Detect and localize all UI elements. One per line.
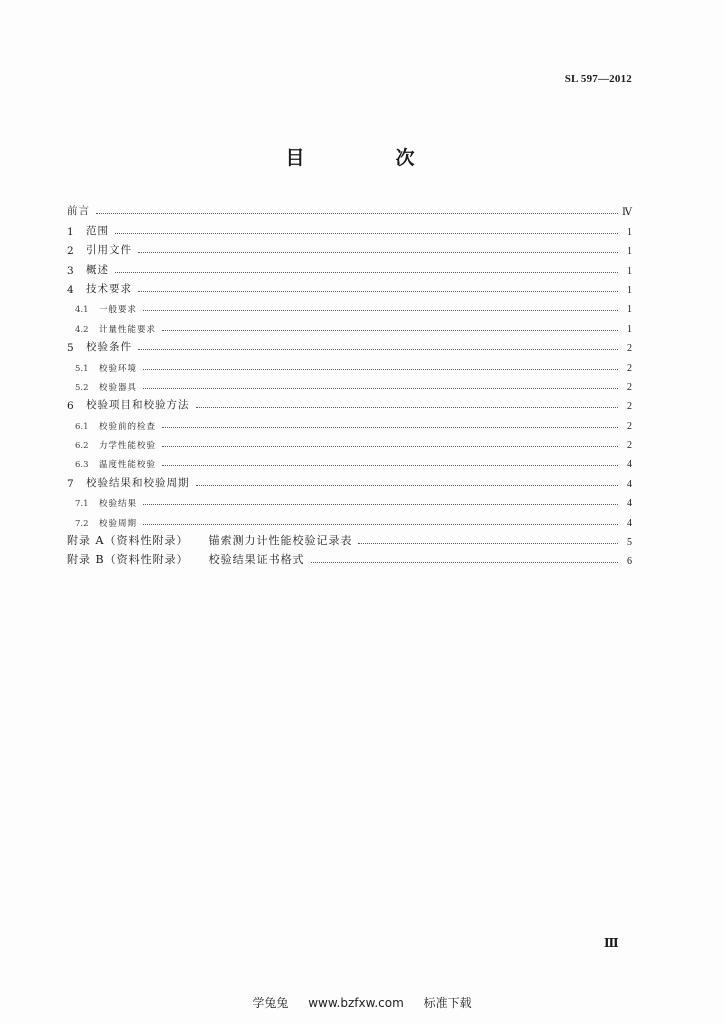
footer-tagline: 标准下载 <box>423 996 472 1010</box>
leader-dots <box>143 369 618 370</box>
toc-entry-6-1[interactable] <box>67 412 632 431</box>
appendix-title: 校验结果证书格式 <box>208 553 305 567</box>
leader-dots <box>143 524 618 525</box>
toc-entry-foreword[interactable] <box>67 199 632 218</box>
table-of-contents <box>67 199 632 567</box>
appendix-label: 附录 A（资料性附录） <box>67 534 189 548</box>
toc-entry-number: 6.2 <box>75 441 89 452</box>
watermark-footer <box>0 994 724 1011</box>
page-number: Ⅲ <box>604 936 619 950</box>
leader-dots <box>162 465 618 466</box>
toc-entry-1[interactable] <box>67 218 632 237</box>
toc-entry-label: 技术要求 <box>86 282 132 295</box>
toc-entry-5[interactable] <box>67 335 632 354</box>
toc-entry-number: 7.1 <box>75 499 89 510</box>
toc-entry-number: 7 <box>67 477 74 490</box>
toc-entry-number: 2 <box>67 245 74 258</box>
leader-dots <box>162 330 618 331</box>
leader-dots <box>138 349 618 350</box>
toc-entry-page: 2 <box>627 440 632 452</box>
toc-entry-label: 校验条件 <box>86 341 132 354</box>
toc-entry-7-1[interactable] <box>67 490 632 509</box>
toc-entry-page: 6 <box>627 556 632 568</box>
toc-entry-appendix-a[interactable] <box>67 529 632 548</box>
toc-entry-label: 范围 <box>86 224 109 237</box>
leader-dots <box>143 310 618 311</box>
toc-entry-4-2[interactable] <box>67 315 632 334</box>
toc-entry-5-2[interactable] <box>67 374 632 393</box>
toc-entry-7[interactable] <box>67 470 632 489</box>
leader-dots <box>162 427 618 428</box>
toc-entry-page: 4 <box>627 478 632 490</box>
toc-entry-label: 校验周期 <box>99 518 138 529</box>
leader-dots <box>143 388 618 389</box>
appendix-label: 附录 B（资料性附录） <box>67 553 189 567</box>
leader-dots <box>162 446 618 447</box>
toc-entry-4-1[interactable] <box>67 296 632 315</box>
toc-entry-4[interactable] <box>67 277 632 296</box>
toc-entry-label: 概述 <box>86 263 109 276</box>
toc-entry-page: 1 <box>627 284 632 296</box>
toc-entry-number: 1 <box>67 225 74 238</box>
toc-entry-number: 5 <box>67 342 74 355</box>
toc-entry-page: 2 <box>627 343 632 355</box>
toc-entry-6-3[interactable] <box>67 451 632 470</box>
leader-dots <box>358 543 618 544</box>
toc-entry-number: 6 <box>67 400 74 413</box>
toc-entry-number: 4 <box>67 283 74 296</box>
toc-entry-number: 4.2 <box>75 324 89 335</box>
toc-entry-label: 校验结果 <box>99 499 138 510</box>
toc-entry-page: 4 <box>627 517 632 529</box>
leader-dots <box>96 213 618 214</box>
toc-entry-label: 校验结果和校验周期 <box>86 476 190 489</box>
toc-entry-label: 一般要求 <box>99 305 138 316</box>
toc-entry-label: 校验器具 <box>99 382 138 393</box>
toc-entry-page: 1 <box>627 323 632 335</box>
toc-entry-number: 4.1 <box>75 305 89 316</box>
toc-entry-label: 温度性能校验 <box>99 460 157 471</box>
toc-title: 目 次 <box>285 147 451 169</box>
leader-dots <box>196 485 619 486</box>
toc-entry-5-1[interactable] <box>67 354 632 373</box>
leader-dots <box>115 272 618 273</box>
leader-dots <box>138 252 618 253</box>
toc-entry-label: 校验项目和校验方法 <box>86 399 190 412</box>
toc-entry-label: 校验环境 <box>99 363 138 374</box>
toc-entry-label: 力学性能校验 <box>99 441 157 452</box>
toc-entry-label: 校验前的检查 <box>99 421 157 432</box>
toc-entry-page: 2 <box>627 362 632 374</box>
toc-entry-label: 计量性能要求 <box>99 324 157 335</box>
toc-entry-page: 2 <box>627 381 632 393</box>
toc-entry-6[interactable] <box>67 393 632 412</box>
toc-entry-page: 2 <box>627 420 632 432</box>
leader-dots <box>115 233 618 234</box>
leader-dots <box>143 504 618 505</box>
toc-entry-page: 1 <box>627 304 632 316</box>
toc-entry-3[interactable] <box>67 257 632 276</box>
toc-entry-page: 1 <box>627 246 632 258</box>
leader-dots <box>311 562 618 563</box>
toc-entry-number: 5.2 <box>75 382 89 393</box>
leader-dots <box>138 291 618 292</box>
toc-entry-number: 6.1 <box>75 421 89 432</box>
toc-entry-page: 1 <box>627 226 632 238</box>
toc-entry-number: 3 <box>67 264 74 277</box>
toc-entry-page: 4 <box>627 498 632 510</box>
toc-entry-6-2[interactable] <box>67 432 632 451</box>
toc-entry-page: Ⅳ <box>622 207 632 219</box>
toc-entry-label: 前言 <box>67 205 90 218</box>
leader-dots <box>196 407 619 408</box>
toc-entry-number: 6.3 <box>75 460 89 471</box>
toc-entry-number: 5.1 <box>75 363 89 374</box>
standard-code: SL 597—2012 <box>564 73 632 85</box>
toc-entry-appendix-b[interactable] <box>67 548 632 567</box>
toc-entry-page: 2 <box>627 401 632 413</box>
footer-site-name: 学兔兔 <box>252 996 289 1010</box>
toc-entry-page: 4 <box>627 459 632 471</box>
toc-entry-page: 1 <box>627 265 632 277</box>
toc-entry-2[interactable] <box>67 238 632 257</box>
toc-entry-page: 5 <box>627 537 632 549</box>
toc-entry-7-2[interactable] <box>67 509 632 528</box>
toc-entry-label: 引用文件 <box>86 244 132 257</box>
toc-entry-number: 7.2 <box>75 518 89 529</box>
footer-url[interactable]: www.bzfxw.com <box>308 996 404 1010</box>
appendix-title: 锚索测力计性能校验记录表 <box>208 534 353 548</box>
